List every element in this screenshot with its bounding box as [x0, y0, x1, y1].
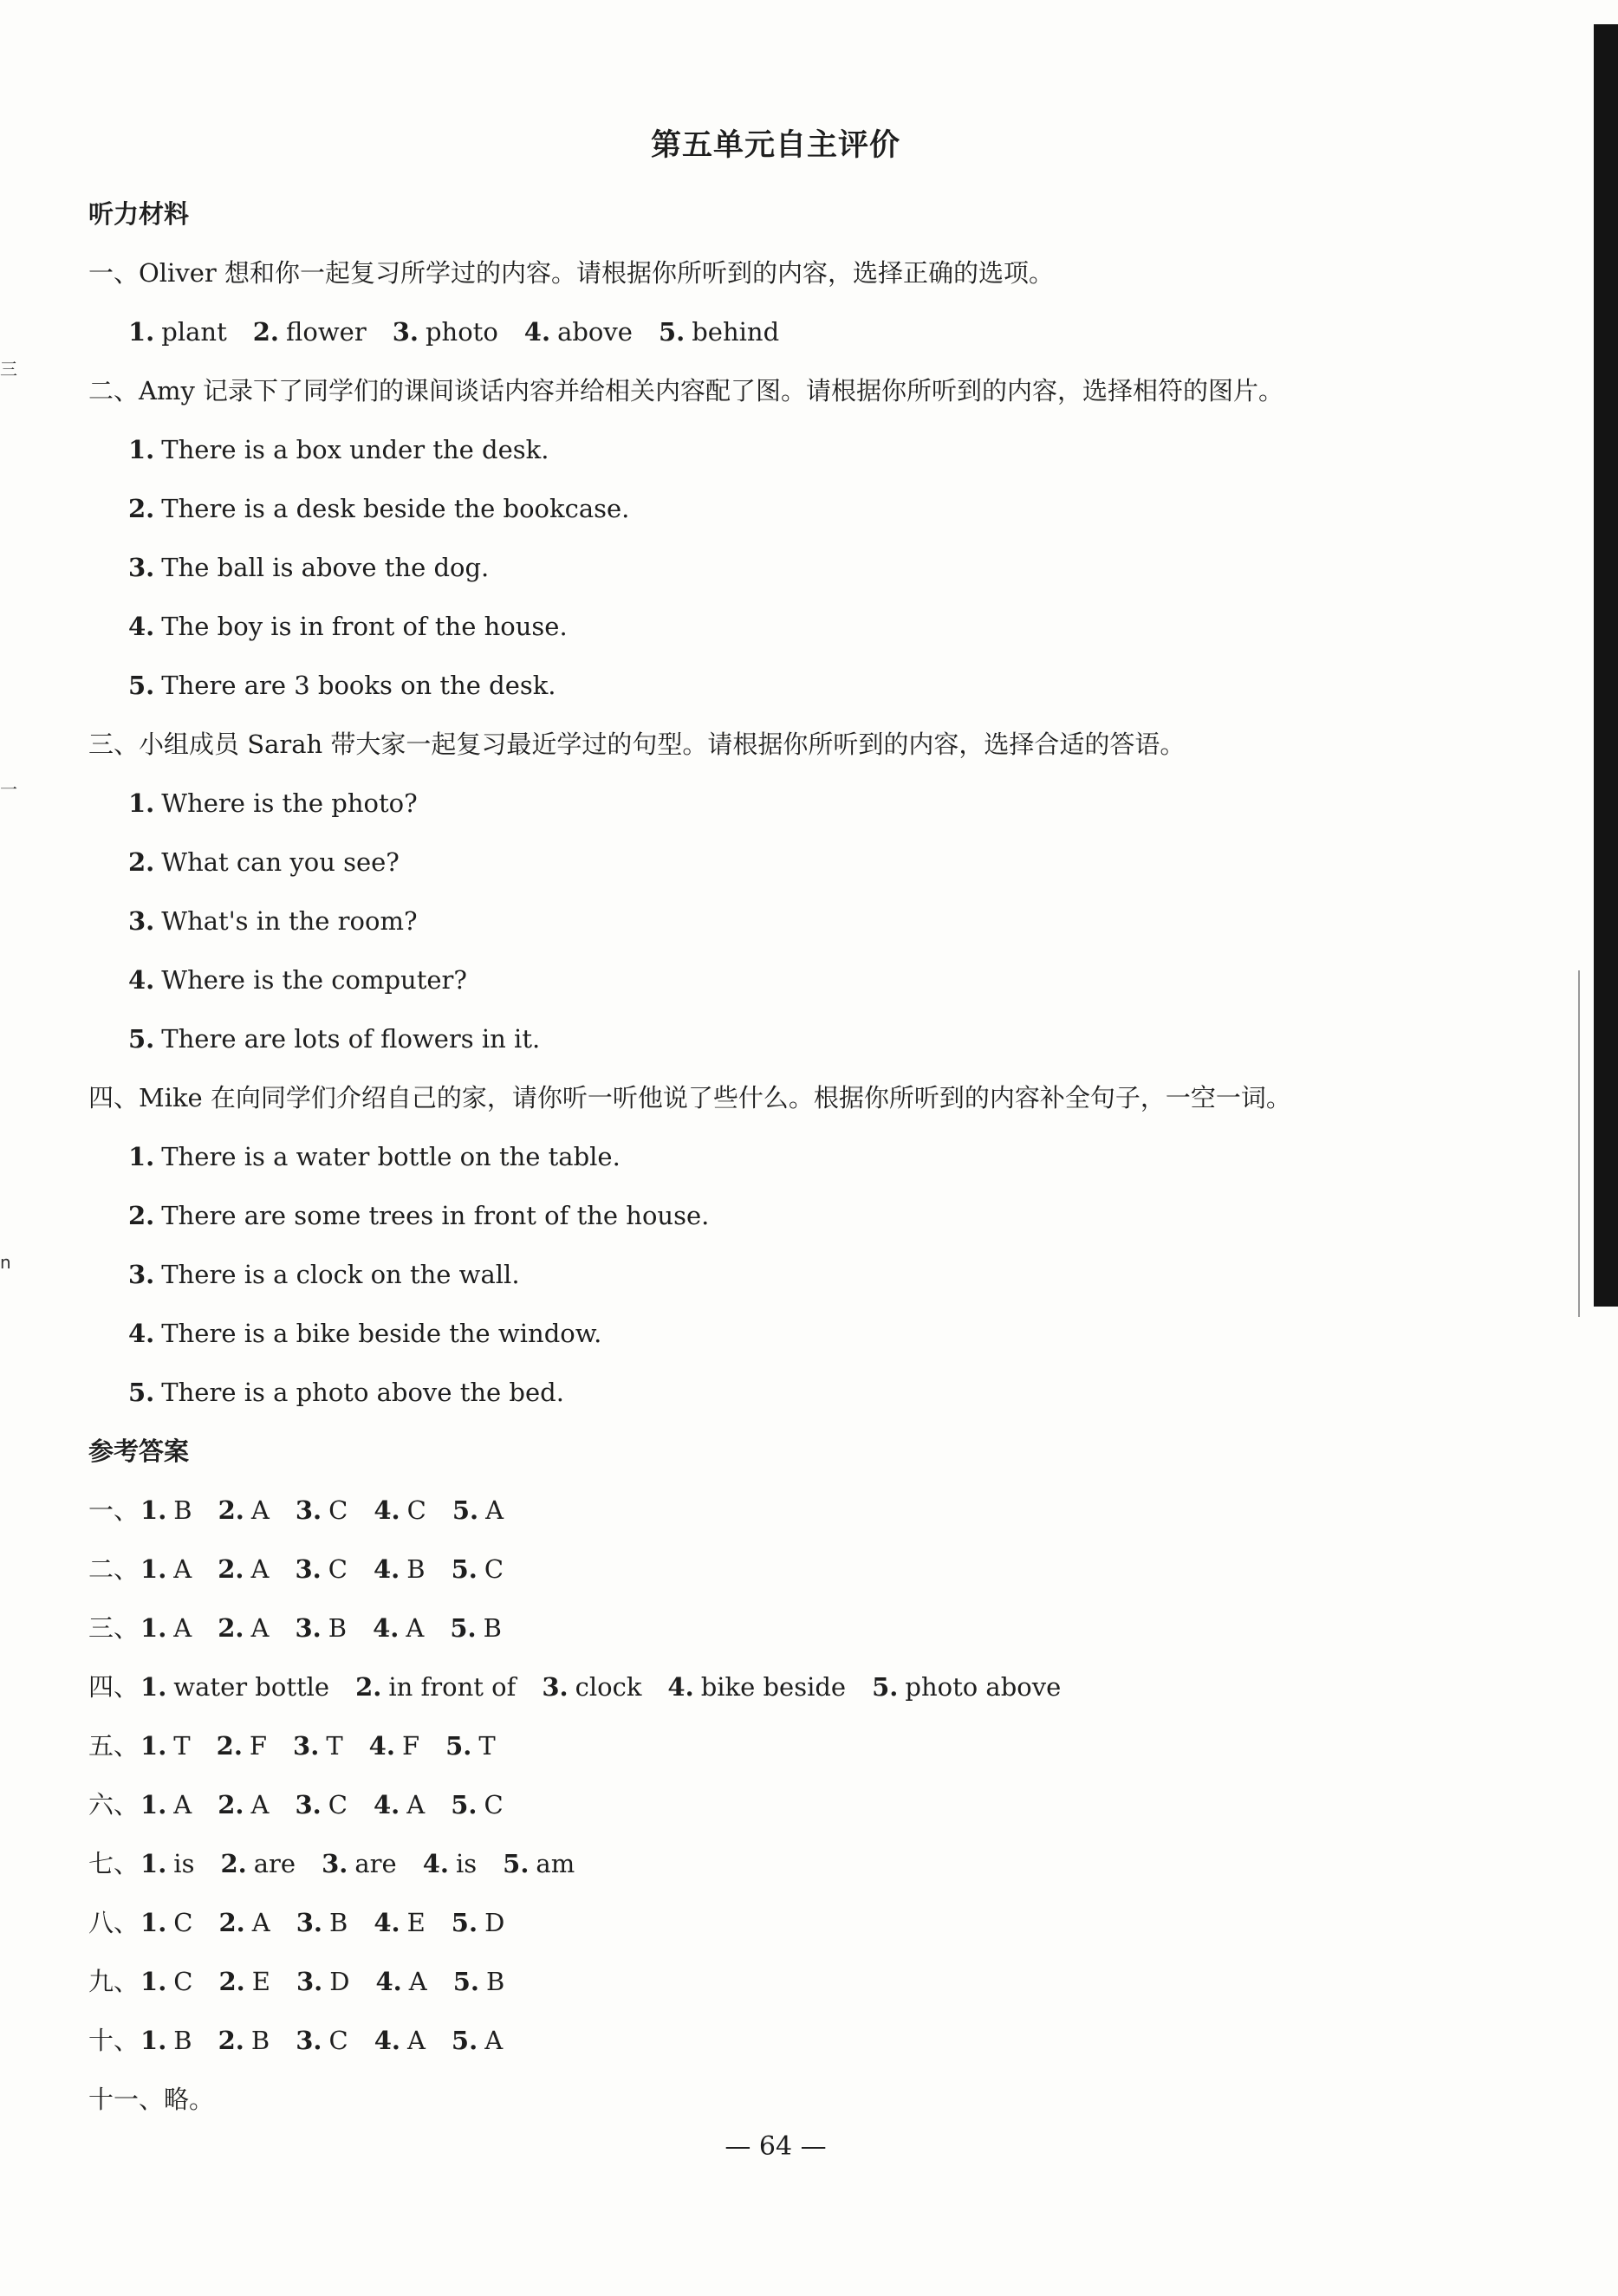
answer-number: 5. [445, 1731, 472, 1761]
answer-value: A [251, 1908, 270, 1937]
answer-number: 5. [452, 1967, 480, 1996]
answer-value: A [484, 2026, 504, 2055]
answer-number: 4. [373, 1613, 400, 1643]
answer-number: 5. [451, 1554, 478, 1584]
page-title: 第五单元自主评价 [650, 128, 900, 163]
list-item [88, 892, 1562, 950]
answer-label: 一、 [88, 1495, 140, 1525]
answer-number: 4. [373, 1790, 400, 1819]
answer-number: 4. [422, 1849, 449, 1878]
answer-number: 1. [140, 1672, 167, 1702]
answer-value: photo above [905, 1672, 1062, 1702]
answer-number: 5. [452, 1495, 479, 1525]
answer-row [88, 1716, 1562, 1775]
answer-value: T [173, 1731, 191, 1761]
answer-number: 2. [218, 1495, 244, 1525]
answer-value: C [328, 1495, 348, 1525]
answer-value: C [484, 1790, 504, 1819]
answer-number: 3. [293, 1731, 320, 1761]
answer-value: are [253, 1849, 296, 1878]
answer-value: A [406, 1613, 425, 1643]
answer-label: 八、 [88, 1908, 140, 1937]
answer-value: in front of [388, 1672, 517, 1702]
answer-value: A [250, 1554, 270, 1584]
question-prompt: 四、Mike 在向同学们介绍自己的家，请你听一听他说了些什么。根据你所听到的内容补全句子，一空一词。 [88, 1083, 1291, 1112]
answer-number: 3. [322, 1849, 348, 1878]
item-number: 4. [128, 965, 155, 995]
item-number: 3. [128, 1260, 155, 1289]
answer-value: is [173, 1849, 195, 1878]
answer-value: C [328, 2026, 348, 2055]
answer-label: 七、 [88, 1849, 140, 1878]
item-text: behind [692, 317, 780, 347]
list-item [88, 1363, 1562, 1422]
answer-number: 1. [140, 1731, 167, 1761]
answer-row [88, 1834, 1562, 1893]
answer-value: A [173, 1613, 192, 1643]
item-number: 5. [128, 1378, 155, 1407]
item-number: 1. [128, 788, 155, 818]
answer-value: A [406, 2026, 426, 2055]
answer-value: F [401, 1731, 420, 1761]
answer-number: 4. [368, 1731, 395, 1761]
answer-number: 2. [218, 1790, 244, 1819]
item-number: 4. [523, 317, 551, 347]
answer-value: B [328, 1613, 348, 1643]
answer-number: 3. [542, 1672, 569, 1702]
answer-label: 六、 [88, 1790, 140, 1819]
answer-value: clock [575, 1672, 642, 1702]
answer-number: 1. [140, 1554, 167, 1584]
item-number: 2. [128, 847, 155, 877]
answer-number: 4. [373, 1554, 400, 1584]
answer-number: 5. [503, 1849, 530, 1878]
question-prompt: 三、小组成员 Sarah 带大家一起复习最近学过的句型。请根据你所听到的内容，选择合适的答语。 [88, 730, 1186, 759]
item-number: 1. [128, 317, 155, 347]
item-number: 5. [128, 1024, 155, 1054]
answer-number: 1. [140, 1967, 167, 1996]
answer-number: 5. [451, 1790, 478, 1819]
answer-value: A [173, 1554, 192, 1584]
answer-value: C [406, 1495, 426, 1525]
answer-value: bike beside [700, 1672, 847, 1702]
answer-number: 1. [140, 1908, 167, 1937]
answer-value: A [250, 1613, 270, 1643]
answer-value: B [173, 1495, 192, 1525]
answer-value: T [478, 1731, 496, 1761]
item-text: What can you see? [161, 847, 400, 877]
answer-number: 4. [374, 1908, 400, 1937]
answer-label: 四、 [88, 1672, 140, 1702]
section-heading-listening: 听力材料 [88, 199, 190, 229]
answer-number: 5. [451, 1908, 478, 1937]
answer-value: am [536, 1849, 575, 1878]
item-text: There is a water bottle on the table. [161, 1142, 621, 1171]
answer-row [88, 1775, 1562, 1834]
item-text: photo [425, 317, 498, 347]
item-text: There are 3 books on the desk. [161, 671, 556, 700]
answer-value: C [173, 1908, 193, 1937]
question-prompt: 一、Oliver 想和你一起复习所学过的内容。请根据你所听到的内容，选择正确的选项。 [88, 258, 1054, 288]
answer-value: C [173, 1967, 193, 1996]
answer-value: A [408, 1967, 427, 1996]
answer-row [88, 1540, 1562, 1599]
answer-number: 5. [450, 1613, 477, 1643]
item-number: 2. [128, 494, 155, 523]
answer-number: 2. [355, 1672, 382, 1702]
answer-label: 十、 [88, 2026, 140, 2055]
item-number: 1. [128, 435, 155, 464]
answer-value: E [251, 1967, 270, 1996]
answer-number: 5. [872, 1672, 899, 1702]
answer-value: D [329, 1967, 350, 1996]
document-body [88, 185, 1562, 2129]
answer-value: A [485, 1495, 504, 1525]
answer-value: D [484, 1908, 505, 1937]
answer-number: 2. [216, 1731, 243, 1761]
answer-label: 九、 [88, 1967, 140, 1996]
answer-number: 3. [296, 1967, 323, 1996]
item-text: There is a clock on the wall. [161, 1260, 520, 1289]
list-item [88, 656, 1562, 715]
item-text: flower [286, 317, 367, 347]
answer-number: 2. [218, 1908, 245, 1937]
answer-value: B [250, 2026, 270, 2055]
item-number: 3. [128, 906, 155, 936]
answer-label: 三、 [88, 1613, 140, 1643]
answer-value: A [406, 1790, 426, 1819]
answer-row [88, 1893, 1562, 1952]
answer-number: 2. [218, 1554, 244, 1584]
page-edge-line [1578, 970, 1580, 1317]
item-number: 3. [392, 317, 419, 347]
margin-mark: 三 [0, 359, 17, 379]
answer-value: water bottle [173, 1672, 330, 1702]
item-number: 2. [128, 1201, 155, 1230]
answer-value: A [250, 1790, 270, 1819]
answer-value: F [249, 1731, 268, 1761]
margin-mark: 一 [0, 779, 17, 800]
answer-value: A [250, 1495, 270, 1525]
list-item [88, 479, 1562, 538]
item-text: Where is the computer? [161, 965, 467, 995]
list-item [88, 597, 1562, 656]
list-item [88, 1127, 1562, 1186]
answer-row [88, 2070, 1562, 2129]
answer-value: T [326, 1731, 343, 1761]
answer-number: 1. [140, 1495, 167, 1525]
answer-row [88, 2011, 1562, 2070]
answer-number: 1. [140, 1613, 167, 1643]
answer-label: 五、 [88, 1731, 140, 1761]
answer-number: 4. [375, 1967, 402, 1996]
question-prompt: 二、Amy 记录下了同学们的课间谈话内容并给相关内容配了图。请根据你所听到的内容，选择相符的图片。 [88, 376, 1284, 405]
answer-number: 3. [296, 2026, 322, 2055]
item-text: The boy is in front of the house. [161, 612, 568, 641]
answer-number: 4. [667, 1672, 694, 1702]
page-edge-shadow [1594, 24, 1618, 1307]
list-item [88, 774, 1562, 833]
answer-value: are [354, 1849, 397, 1878]
list-item [88, 420, 1562, 479]
page-number: — 64 — [725, 2131, 827, 2162]
answer-number: 2. [218, 1967, 245, 1996]
answer-value: A [173, 1790, 192, 1819]
list-item [88, 1245, 1562, 1304]
answer-label: 十一、略。 [88, 2085, 215, 2114]
item-number: 3. [128, 553, 155, 582]
answer-number: 2. [220, 1849, 247, 1878]
answer-row [88, 1599, 1562, 1657]
item-text: There are some trees in front of the house. [161, 1201, 710, 1230]
answer-value: C [328, 1790, 348, 1819]
answer-row [88, 1657, 1562, 1716]
section-heading-answers: 参考答案 [88, 1437, 190, 1466]
item-text: There is a photo above the bed. [161, 1378, 564, 1407]
word-list [88, 302, 1562, 361]
item-number: 1. [128, 1142, 155, 1171]
item-number: 2. [252, 317, 280, 347]
item-text: There is a box under the desk. [161, 435, 549, 464]
answer-value: C [328, 1554, 348, 1584]
answer-number: 3. [295, 1613, 322, 1643]
answer-value: B [173, 2026, 192, 2055]
item-text: plant [161, 317, 227, 347]
list-item [88, 833, 1562, 892]
answer-number: 1. [140, 1849, 167, 1878]
margin-mark: n [0, 1252, 11, 1273]
item-text: There is a desk beside the bookcase. [161, 494, 630, 523]
answer-number: 2. [218, 2026, 244, 2055]
answer-number: 4. [374, 1495, 400, 1525]
answer-label: 二、 [88, 1554, 140, 1584]
answer-number: 3. [296, 1908, 323, 1937]
answer-value: B [329, 1908, 348, 1937]
answer-value: B [486, 1967, 505, 1996]
list-item [88, 950, 1562, 1009]
answer-row [88, 1952, 1562, 2011]
list-item [88, 1186, 1562, 1245]
answer-number: 3. [295, 1790, 322, 1819]
item-text: There is a bike beside the window. [161, 1319, 602, 1348]
answer-number: 5. [451, 2026, 478, 2055]
item-text: Where is the photo? [161, 788, 418, 818]
item-number: 4. [128, 1319, 155, 1348]
item-text: What's in the room? [161, 906, 418, 936]
answer-number: 3. [295, 1554, 322, 1584]
answer-value: C [484, 1554, 504, 1584]
answer-value: B [406, 1554, 426, 1584]
answer-value: B [483, 1613, 502, 1643]
item-text: There are lots of flowers in it. [161, 1024, 541, 1054]
item-number: 5. [658, 317, 686, 347]
list-item [88, 538, 1562, 597]
item-number: 4. [128, 612, 155, 641]
answer-row [88, 1481, 1562, 1540]
answer-number: 1. [140, 1790, 167, 1819]
item-text: The ball is above the dog. [161, 553, 490, 582]
list-item [88, 1009, 1562, 1068]
answer-value: is [455, 1849, 478, 1878]
list-item [88, 1304, 1562, 1363]
answer-value: E [406, 1908, 426, 1937]
item-number: 5. [128, 671, 155, 700]
answer-number: 4. [374, 2026, 400, 2055]
answer-number: 1. [140, 2026, 167, 2055]
item-text: above [557, 317, 633, 347]
answer-number: 3. [295, 1495, 322, 1525]
answer-number: 2. [218, 1613, 244, 1643]
